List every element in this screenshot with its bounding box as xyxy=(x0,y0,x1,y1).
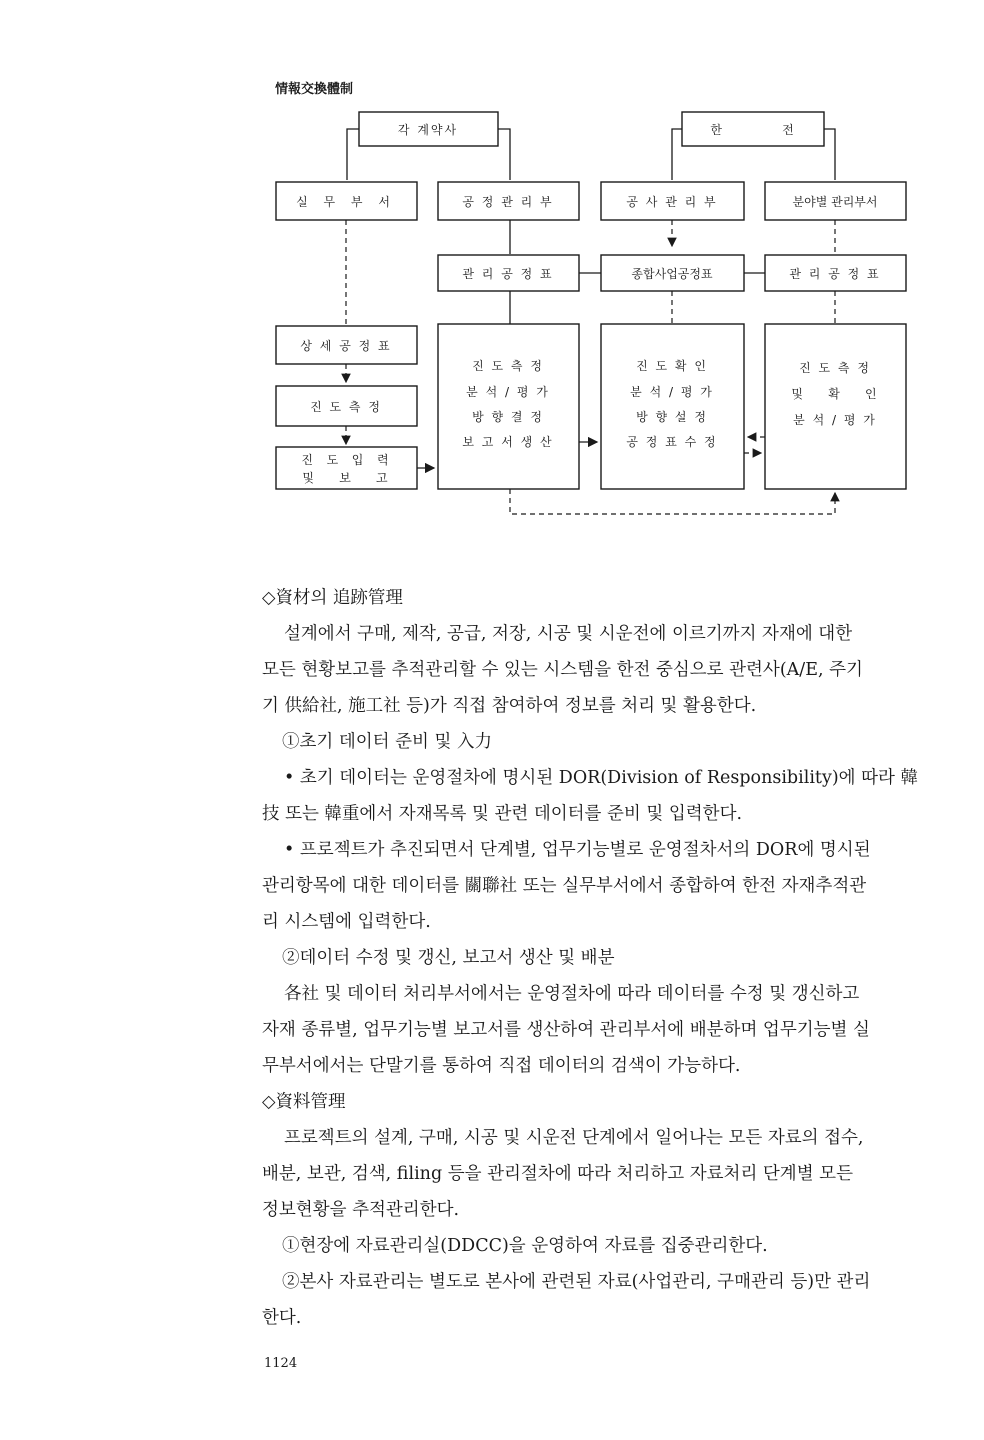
paragraph-line: 모든 현황보고를 추적관리할 수 있는 시스템을 한전 중심으로 관련사(A/E, 주기 xyxy=(262,660,863,680)
box-a-line-3: 방 향 결 정 xyxy=(472,410,544,424)
paragraph-line: 기 供給社, 施工社 등)가 직접 참여하여 정보를 처리 및 활용한다. xyxy=(262,696,757,716)
contractors-label: 각 계약사 xyxy=(397,123,459,137)
box-c-line-2: 및 확 인 xyxy=(791,387,879,401)
item-line: ①현장에 자료관리실(DDCC)을 운영하여 자료를 집중관리한다. xyxy=(282,1236,768,1256)
row1-label-3: 공 사 관 리 부 xyxy=(626,195,718,209)
info-exchange-diagram xyxy=(0,0,984,560)
paragraph-line: 설계에서 구매, 제작, 공급, 저장, 시공 및 시운전에 이르기까지 자재에 대한 xyxy=(284,624,853,644)
paragraph-line: 정보현황을 추적관리한다. xyxy=(262,1200,460,1220)
left-label-1: 상 세 공 정 표 xyxy=(300,339,392,353)
analysis-box-a xyxy=(438,324,579,489)
paragraph-line: 무부서에서는 단말기를 통하여 직접 데이터의 검색이 가능하다. xyxy=(262,1056,741,1076)
left-label-3: 진 도 입 력 xyxy=(301,453,391,467)
left-label-4: 및 보 고 xyxy=(302,471,390,485)
analysis-box-c xyxy=(765,324,906,489)
paragraph-line: 배분, 보관, 검색, filing 등을 관리절차에 따라 처리하고 자료처리 단계별 모든 xyxy=(262,1164,853,1184)
section-heading-documents: ◇資料管理 xyxy=(262,1092,346,1112)
box-c-line-3: 분 석 / 평 가 xyxy=(793,413,877,427)
box-b-line-2: 분 석 / 평 가 xyxy=(630,385,714,399)
page-number: 1124 xyxy=(264,1356,298,1371)
box-a-line-1: 진 도 측 정 xyxy=(472,359,544,373)
item-heading: ②데이터 수정 및 갱신, 보고서 생산 및 배분 xyxy=(282,948,615,968)
box-b-line-3: 방 향 설 정 xyxy=(636,410,708,424)
item-line: ②본사 자료관리는 별도로 본사에 관련된 자료(사업관리, 구매관리 등)만 관리 xyxy=(282,1272,871,1292)
box-b-line-1: 진 도 확 인 xyxy=(636,359,708,373)
paragraph-line: 各社 및 데이터 처리부서에서는 운영절차에 따라 데이터를 수정 및 갱신하고 xyxy=(284,984,860,1004)
row2-label-3: 관 리 공 정 표 xyxy=(789,267,881,281)
paragraph-line: 프로젝트의 설계, 구매, 시공 및 시운전 단계에서 일어나는 모든 자료의 접수, xyxy=(284,1128,864,1148)
box-a-line-2: 분 석 / 평 가 xyxy=(466,385,550,399)
box-a-line-4: 보 고 서 생 산 xyxy=(462,435,554,449)
row2-label-1: 관 리 공 정 표 xyxy=(462,267,554,281)
item-line: 한다. xyxy=(262,1308,302,1328)
section-title: 情報交換體制 xyxy=(275,82,354,97)
item-heading: ①초기 데이터 준비 및 入力 xyxy=(282,732,492,752)
paragraph-line: 자재 종류별, 업무기능별 보고서를 생산하여 관리부서에 배분하며 업무기능별 실 xyxy=(262,1020,870,1040)
row1-label-2: 공 정 관 리 부 xyxy=(462,195,554,209)
row1-label-1: 실 무 부 서 xyxy=(296,195,396,209)
bullet-line: • 프로젝트가 추진되면서 단계별, 업무기능별로 운영절차서의 DOR에 명시된 xyxy=(284,840,871,860)
row1-label-4: 분야별 관리부서 xyxy=(792,195,878,209)
kepco-label: 한 전 xyxy=(710,123,796,137)
bullet-line: 技 또는 韓重에서 자재목록 및 관련 데이터를 준비 및 입력한다. xyxy=(262,804,743,824)
analysis-box-b xyxy=(601,324,744,489)
box-b-line-4: 공 정 표 수 정 xyxy=(626,435,718,449)
bullet-line: • 초기 데이터는 운영절차에 명시된 DOR(Division of Responsibility)에 따라 韓 xyxy=(284,768,918,788)
row2-label-2: 종합사업공정표 xyxy=(631,267,713,281)
bullet-line: 리 시스템에 입력한다. xyxy=(262,912,431,932)
box-c-line-1: 진 도 측 정 xyxy=(799,361,871,375)
left-label-2: 진 도 측 정 xyxy=(310,400,382,414)
bullet-line: 관리항목에 대한 데이터를 關聯社 또는 실무부서에서 종합하여 한전 자재추적관 xyxy=(262,876,867,896)
section-heading-materials: ◇資材의 追跡管理 xyxy=(262,588,403,608)
